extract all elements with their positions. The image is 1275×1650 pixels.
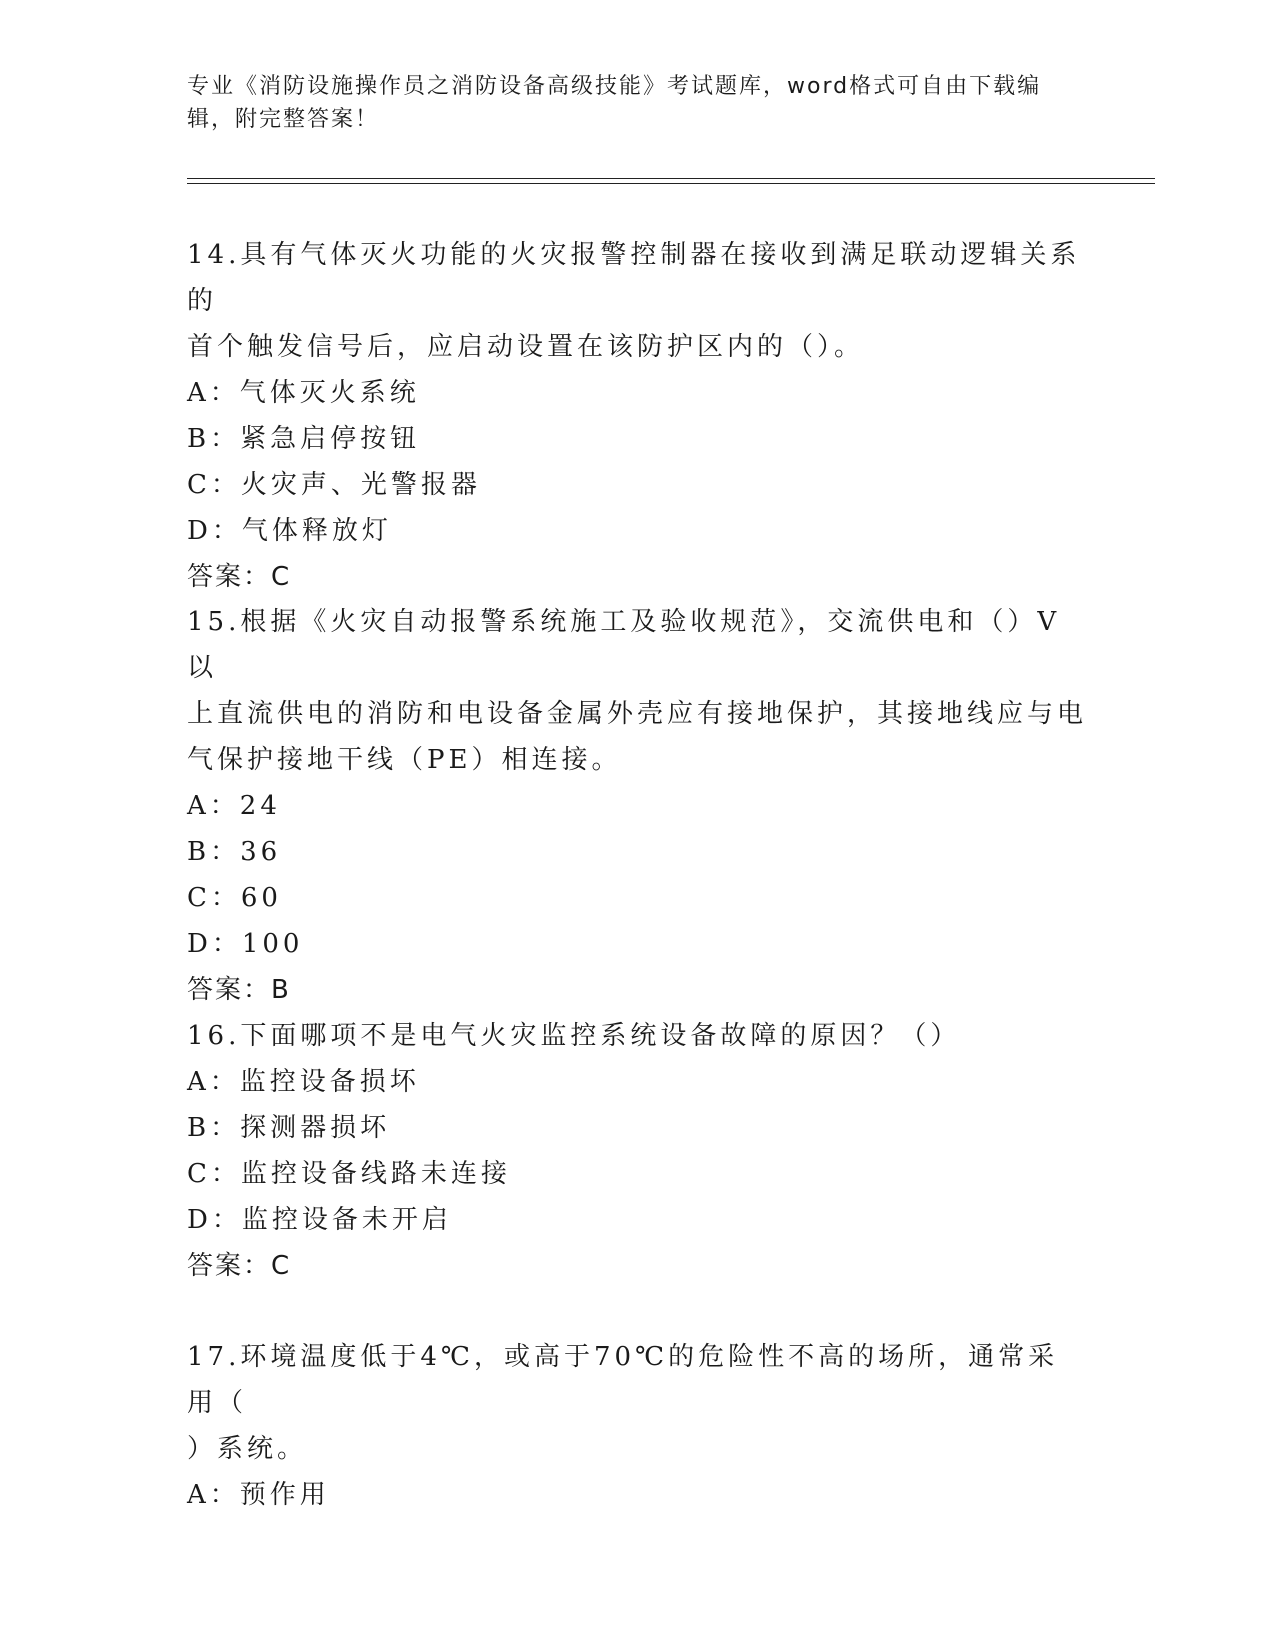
option-c: C：监控设备线路未连接 (187, 1159, 511, 1189)
answer: 答案：C (187, 562, 292, 592)
header-divider-bottom (187, 183, 1155, 184)
answer: 答案：C (187, 1251, 292, 1281)
question-stem-line: 气保护接地干线（PE）相连接。 (187, 745, 622, 775)
question-stem-line: 16.下面哪项不是电气火灾监控系统设备故障的原因？（） (187, 1021, 961, 1051)
option-a: A：气体灭火系统 (187, 378, 420, 408)
option-c: C：火灾声、光警报器 (187, 470, 481, 500)
option-a: A：预作用 (187, 1480, 330, 1510)
header-line-2: 辑，附完整答案！ (187, 107, 380, 132)
question-17 (187, 1334, 1087, 1518)
question-stem-line: 首个触发信号后，应启动设置在该防护区内的（）。 (187, 332, 865, 362)
question-15 (187, 599, 1087, 1013)
question-stem-line: ）系统。 (187, 1434, 308, 1464)
question-14 (187, 232, 1087, 600)
option-d: D：监控设备未开启 (187, 1205, 452, 1235)
option-d: D：100 (187, 929, 304, 959)
question-stem-line: 上直流供电的消防和电设备金属外壳应有接地保护，其接地线应与电 (187, 699, 1088, 729)
header-divider-top (187, 178, 1155, 179)
question-16 (187, 1013, 1087, 1289)
question-stem-line: 15.根据《火灾自动报警系统施工及验收规范》，交流供电和（）V以 (187, 607, 1061, 683)
option-b: B：紧急启停按钮 (187, 424, 421, 454)
option-a: A：24 (187, 791, 281, 821)
option-a: A：监控设备损坏 (187, 1067, 420, 1097)
question-stem-line: 17.环境温度低于4℃，或高于70℃的危险性不高的场所，通常采用（ (187, 1342, 1059, 1418)
option-c: C：60 (187, 883, 282, 913)
header-line-1: 专业《消防设施操作员之消防设备高级技能》考试题库，word格式可自由下载编 (187, 74, 1042, 99)
option-b: B：探测器损坏 (187, 1113, 391, 1143)
document-header (187, 70, 1087, 136)
question-stem-line: 14.具有气体灭火功能的火灾报警控制器在接收到满足联动逻辑关系的 (187, 240, 1081, 316)
option-d: D：气体释放灯 (187, 516, 392, 546)
answer: 答案：B (187, 975, 291, 1005)
option-b: B：36 (187, 837, 282, 867)
